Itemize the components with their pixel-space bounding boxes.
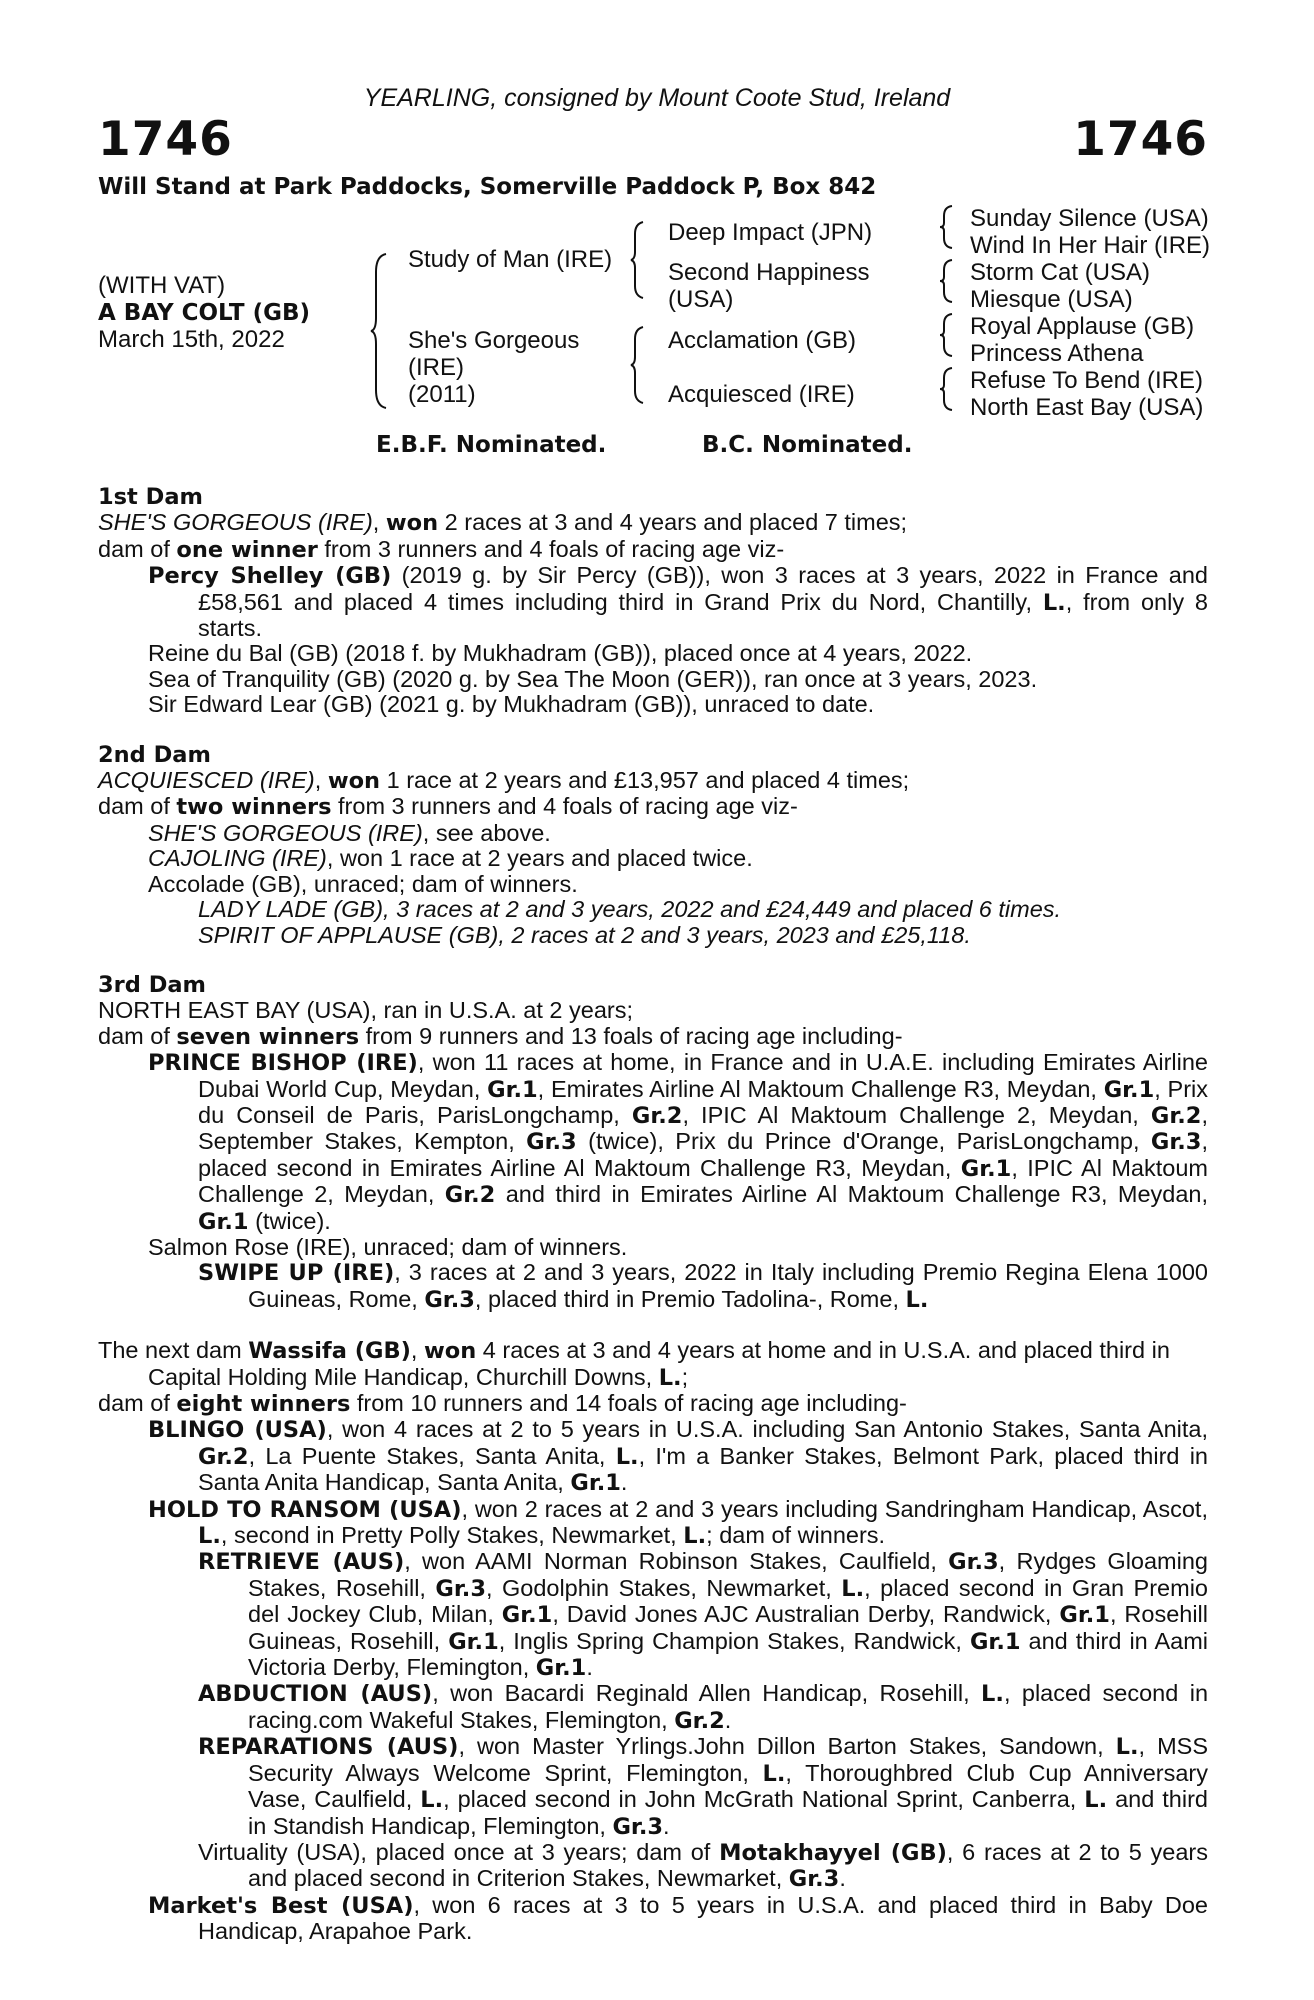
first-dam-produce-entry: Percy Shelley (GB) (2019 g. by Sir Percy (GB)), won 3 races at 3 years, 2022 in France and £58,561 and placed 4 times including third in Grand Prix du Nord, Chantilly, L., from only 8 starts. [148, 562, 1208, 642]
birth-date: March 15th, 2022 [98, 326, 285, 353]
pedigree-dam-sire: Acclamation (GB) [668, 327, 857, 354]
lot-number-left: 1746 [98, 112, 233, 167]
ebf-nominated: E.B.F. Nominated. [376, 432, 607, 458]
next-dam-grand-produce: RETRIEVE (AUS), won AAMI Norman Robinson Stakes, Caulfield, Gr.3, Rydges Gloaming Stakes, Rosehill, Gr.3, Godolphin Stakes, Newmarket, L., placed second in Gran Premio del Jockey Club, Milan, Gr.1, David Jones AJC Australian Derby, Randwick, Gr.1, Rosehill Guineas, Rosehill, Gr.1, Inglis Spring Champion Stakes, Randwick, Gr.1 and third in Aami Victoria Derby, Flemington, Gr.1. [198, 1548, 1208, 1682]
next-dam-grand-produce: REPARATIONS (AUS), won Master Yrlings.John Dillon Barton Stakes, Sandown, L., MSS Security Always Welcome Sprint, Flemington, L., Thoroughbred Club Cup Anniversary Vase, Caulfield, L., placed second in John McGrath National Sprint, Canberra, L. and third in Standish Handicap, Flemington, Gr.3. [198, 1733, 1208, 1840]
first-dam-produce-entry: Reine du Bal (GB) (2018 f. by Mukhadram (GB)), placed once at 4 years, 2022. [148, 640, 973, 667]
first-dam-produce-summary: dam of one winner from 3 runners and 4 foals of racing age viz- [98, 535, 785, 563]
pedigree-g7: Refuse To Bend (IRE) [970, 367, 1204, 394]
third-dam-grand-produce: SWIPE UP (IRE), 3 races at 2 and 3 years, 2022 in Italy including Premio Regina Elena 1000 Guineas, Rome, Gr.3, placed third in Premio Tadolina-, Rome, L. [198, 1259, 1208, 1313]
first-dam-line: SHE'S GORGEOUS (IRE), won 2 races at 3 and 4 years and placed 7 times; [98, 509, 908, 537]
first-dam-produce-entry: Sea of Tranquility (GB) (2020 g. by Sea The Moon (GER)), ran once at 3 years, 2023. [148, 665, 1038, 692]
pedigree-brace-g2 [939, 258, 955, 304]
next-dam-line: The next dam Wassifa (GB), won 4 races at 3 and 4 years at home and in U.S.A. and placed third in Capital Holding Mile Handicap, Churchill Downs, L.; [98, 1337, 1170, 1391]
pedigree-g5: Royal Applause (GB) [970, 313, 1195, 340]
next-dam-produce-entry: HOLD TO RANSOM (USA), won 2 races at 2 and 3 years including Sandringham Handicap, Ascot, L., second in Pretty Polly Stakes, Newmarket, L.; dam of winners. [148, 1495, 1208, 1550]
third-dam-produce-entry: Salmon Rose (IRE), unraced; dam of winners. [148, 1233, 628, 1260]
pedigree-g1: Sunday Silence (USA) [970, 205, 1209, 232]
pedigree-g8: North East Bay (USA) [970, 394, 1204, 421]
first-dam-heading: 1st Dam [98, 484, 203, 510]
pedigree-sire-dam-line1: Second Happiness [668, 259, 870, 286]
pedigree-g6: Princess Athena [970, 340, 1144, 367]
pedigree-g4: Miesque (USA) [970, 286, 1133, 313]
first-dam-produce-entry: Sir Edward Lear (GB) (2021 g. by Mukhadram (GB)), unraced to date. [148, 691, 875, 718]
second-dam-produce-summary: dam of two winners from 3 runners and 4 foals of racing age viz- [98, 793, 798, 821]
family-body [98, 485, 1208, 1945]
third-dam-line: NORTH EAST BAY (USA), ran in U.S.A. at 2 years; [98, 997, 634, 1024]
lot-number-right: 1746 [1073, 112, 1208, 167]
pedigree-brace-main [370, 252, 390, 410]
pedigree-sire-sire: Deep Impact (JPN) [668, 219, 873, 246]
next-dam-grand-produce: ABDUCTION (AUS), won Bacardi Reginald Allen Handicap, Rosehill, L., placed second in racing.com Wakeful Stakes, Flemington, Gr.2. [198, 1680, 1209, 1734]
vat-note: (WITH VAT) [98, 272, 226, 299]
second-dam-produce-entry: CAJOLING (IRE), won 1 race at 2 years and placed twice. [148, 845, 753, 872]
pedigree-g3: Storm Cat (USA) [970, 259, 1151, 286]
second-dam-grand-produce: LADY LADE (GB), 3 races at 2 and 3 years, 2022 and £24,449 and placed 6 times. [198, 896, 1062, 923]
second-dam-grand-produce: SPIRIT OF APPLAUSE (GB), 2 races at 2 and 3 years, 2023 and £25,118. [198, 921, 971, 948]
third-dam-produce-summary: dam of seven winners from 9 runners and 13 foals of racing age including- [98, 1022, 903, 1050]
second-dam-produce-entry: SHE'S GORGEOUS (IRE), see above. [148, 819, 551, 846]
pedigree-brace-sire [630, 220, 646, 300]
pedigree-brace-dam [630, 325, 646, 405]
second-dam-line: ACQUIESCED (IRE), won 1 race at 2 years and £13,957 and placed 4 times; [98, 767, 910, 795]
consignment-line: YEARLING, consigned by Mount Coote Stud, Ireland [363, 84, 951, 112]
next-dam-grand-produce: Virtuality (USA), placed once at 3 years; dam of Motakhayyel (GB), 6 races at 2 to 5 years and placed second in Criterion Stakes, Newmarket, Gr.3. [198, 1838, 1208, 1893]
next-dam-produce-entry: BLINGO (USA), won 4 races at 2 to 5 years in U.S.A. including San Antonio Stakes, Santa Anita, Gr.2, La Puente Stakes, Santa Anita, L., I'm a Banker Stakes, Belmont Park, placed third in Santa Anita Handicap, Santa Anita, Gr.1. [148, 1416, 1208, 1497]
pedigree-g2: Wind In Her Hair (IRE) [970, 232, 1211, 259]
pedigree-sire-dam-line2: (USA) [668, 286, 734, 313]
pedigree-dam-line2: (IRE) [408, 354, 464, 381]
pedigree-brace-g3 [939, 312, 955, 358]
second-dam-heading: 2nd Dam [98, 741, 211, 768]
third-dam-heading: 3rd Dam [98, 971, 206, 998]
pedigree-sire: Study of Man (IRE) [408, 246, 613, 273]
horse-name: A BAY COLT (GB) [98, 300, 311, 326]
pedigree-brace-g4 [939, 366, 955, 412]
pedigree-dam-line1: She's Gorgeous [408, 327, 580, 354]
third-dam-produce-entry: PRINCE BISHOP (IRE), won 11 races at home, in France and in U.A.E. including Emirates Airline Dubai World Cup, Meydan, Gr.1, Emirates Airline Al Maktoum Challenge R3, Meydan, Gr.1, Prix du Conseil de Paris, ParisLongchamp, Gr.2, IPIC Al Maktoum Challenge 2, Meydan, Gr.2, September Stakes, Kempton, Gr.3 (twice), Prix du Prince d'Orange, ParisLongchamp, Gr.3, placed second in Emirates Airline Al Maktoum Challenge R3, Meydan, Gr.1, IPIC Al Maktoum Challenge 2, Meydan, Gr.2 and third in Emirates Airline Al Maktoum Challenge R3, Meydan, Gr.1 (twice). [148, 1049, 1209, 1235]
pedigree-dam-dam: Acquiesced (IRE) [668, 381, 855, 408]
pedigree-dam-line3: (2011) [408, 381, 476, 408]
next-dam-produce-entry: Market's Best (USA), won 6 races at 3 to 5 years in U.S.A. and placed third in Baby Doe Handicap, Arapahoe Park. [148, 1891, 1208, 1945]
bc-nominated: B.C. Nominated. [702, 432, 913, 458]
second-dam-produce-entry: Accolade (GB), unraced; dam of winners. [148, 870, 578, 897]
stand-location: Will Stand at Park Paddocks, Somerville Paddock P, Box 842 [98, 174, 877, 200]
next-dam-produce-summary: dam of eight winners from 10 runners and 14 foals of racing age including- [98, 1390, 907, 1417]
pedigree-brace-g1 [939, 204, 955, 250]
